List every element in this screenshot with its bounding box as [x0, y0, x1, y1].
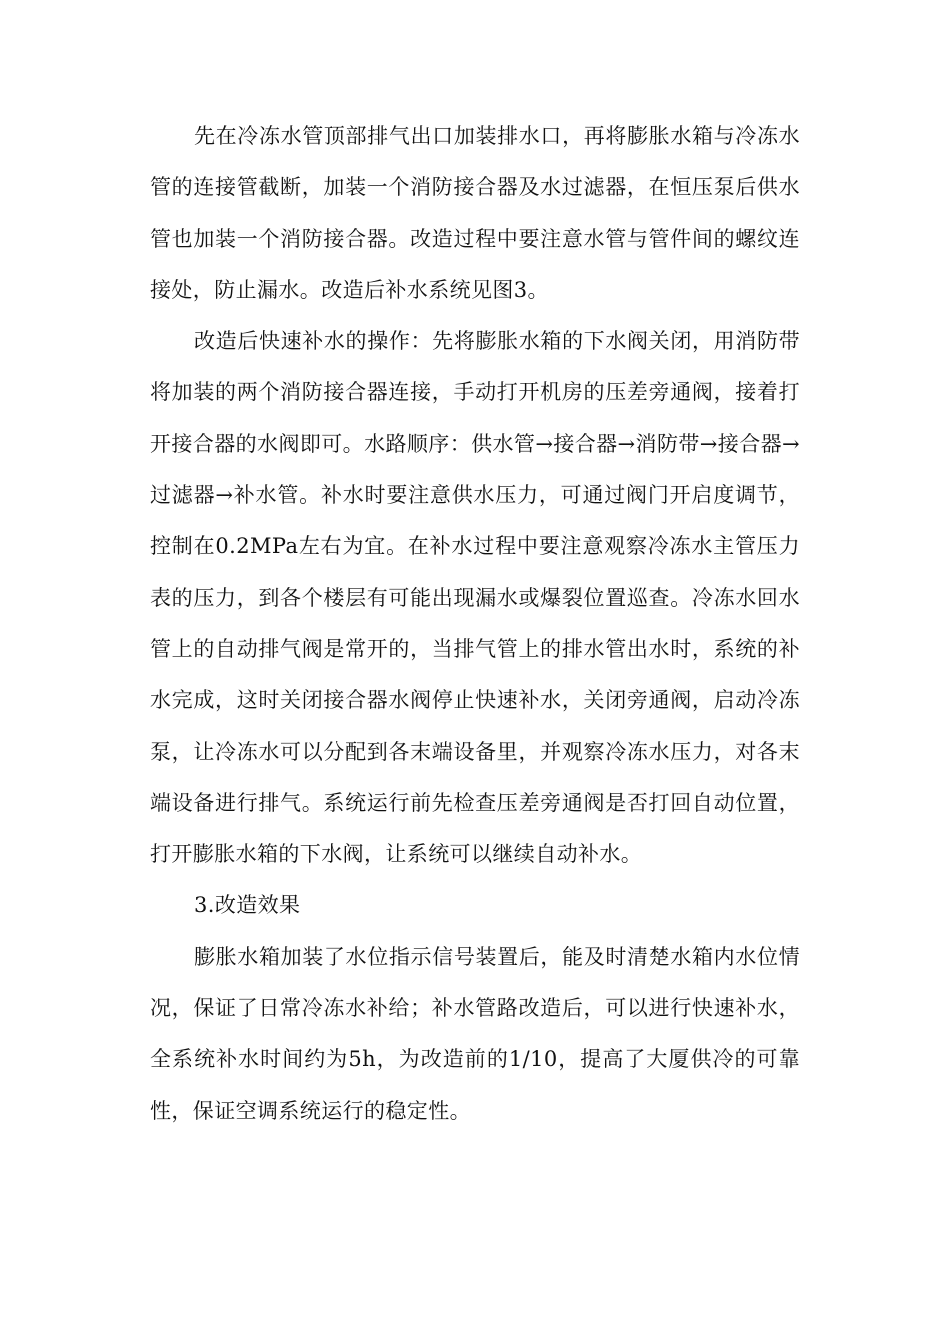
- document-body: [150, 111, 800, 1137]
- paragraph-retrofit-description: 先在冷冻水管顶部排气出口加装排水口，再将膨胀水箱与冷冻水管的连接管截断，加装一个消防接合器及水过滤器，在恒压泵后供水管也加装一个消防接合器。改造过程中要注意水管与管件间的螺纹连接处，防止漏水。改造后补水系统见图3。: [150, 124, 800, 302]
- section-heading: 3.改造效果: [194, 893, 301, 918]
- paragraph-retrofit-results: 膨胀水箱加装了水位指示信号装置后，能及时清楚水箱内水位情况，保证了日常冷冻水补给；补水管路改造后，可以进行快速补水，全系统补水时间约为5h，为改造前的1/10，提高了大厦供冷的可靠性，保证空调系统运行的稳定性。: [150, 944, 800, 1123]
- paragraph-fast-refill-procedure: 改造后快速补水的操作：先将膨胀水箱的下水阀关闭，用消防带将加装的两个消防接合器连接，手动打开机房的压差旁通阀，接着打开接合器的水阀即可。水路顺序：供水管→接合器→消防带→接合器→过滤器→补水管。补水时要注意供水压力，可通过阀门开启度调节，控制在0.2MPa左右为宜。在补水过程中要注意观察冷冻水主管压力表的压力，到各个楼层有可能出现漏水或爆裂位置巡查。冷冻水回水管上的自动排气阀是常开的，当排气管上的排水管出水时，系统的补水完成，这时关闭接合器水阀停止快速补水，关闭旁通阀，启动冷冻泵，让冷冻水可以分配到各末端设备里，并观察冷冻水压力，对各末端设备进行排气。系统运行前先检查压差旁通阀是否打回自动位置，打开膨胀水箱的下水阀，让系统可以继续自动补水。: [150, 329, 800, 867]
